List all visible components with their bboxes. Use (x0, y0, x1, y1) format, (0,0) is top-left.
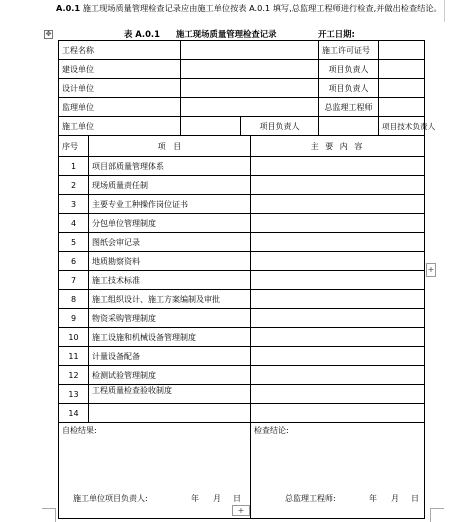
item-no: 10 (59, 328, 89, 347)
item-content[interactable] (251, 214, 425, 233)
value-contractor[interactable] (181, 117, 241, 136)
table-row (59, 157, 425, 176)
row-designer (59, 79, 425, 98)
label-builder: 建设单位 (59, 60, 181, 79)
table-row (59, 214, 425, 233)
item-label (89, 404, 251, 423)
label-supervisor: 监理单位 (59, 98, 181, 117)
column-header-row (59, 136, 425, 157)
value-builder[interactable] (181, 60, 319, 79)
item-content[interactable] (251, 252, 425, 271)
item-no: 8 (59, 290, 89, 309)
header-no: 序号 (59, 136, 89, 157)
check-conclusion-label: 检查结论: (254, 426, 289, 435)
item-no: 2 (59, 176, 89, 195)
page-corner-mark-left (42, 508, 56, 522)
item-content[interactable] (251, 347, 425, 366)
item-content[interactable] (251, 309, 425, 328)
intro-text: 施工现场质量管理检查记录应由施工单位按表 A.0.1 填写,总监理工程师进行检查,并做出检查结论。 (80, 3, 442, 13)
item-no: 12 (59, 366, 89, 385)
item-no: 4 (59, 214, 89, 233)
item-content[interactable] (251, 290, 425, 309)
value-builder-leader[interactable] (379, 60, 425, 79)
add-column-plus-icon[interactable]: + (426, 263, 436, 277)
table-title (56, 28, 424, 40)
supervisor-month: 月 (391, 494, 399, 503)
row-supervisor (59, 98, 425, 117)
header-content: 主 要 内 容 (251, 136, 425, 157)
supervisor-day: 日 (411, 494, 419, 503)
table-row (59, 404, 425, 423)
value-project-name[interactable] (181, 41, 319, 60)
table-name: 施工现场质量管理检查记录 (176, 29, 277, 39)
table-row (59, 252, 425, 271)
item-no: 1 (59, 157, 89, 176)
item-no: 9 (59, 309, 89, 328)
item-label: 地质勘察资料 (89, 252, 251, 271)
table-row (59, 233, 425, 252)
contractor-month: 月 (213, 494, 221, 503)
item-label: 项目部质量管理体系 (89, 157, 251, 176)
supervisor-year: 年 (369, 494, 377, 503)
row-builder (59, 60, 425, 79)
contractor-day: 日 (233, 494, 241, 503)
item-content[interactable] (251, 176, 425, 195)
label-builder-leader: 项目负责人 (319, 60, 379, 79)
item-label: 主要专业工种操作岗位证书 (89, 195, 251, 214)
item-content[interactable] (251, 404, 425, 423)
item-content[interactable] (251, 233, 425, 252)
item-content[interactable] (251, 366, 425, 385)
item-label: 物资采购管理制度 (89, 309, 251, 328)
item-no: 13 (59, 385, 89, 404)
intro-paragraph (56, 3, 446, 14)
clause-number: A.0.1 (56, 3, 81, 13)
contractor-year: 年 (191, 494, 199, 503)
item-no: 3 (59, 195, 89, 214)
table-row (59, 195, 425, 214)
item-label: 检测试验管理制度 (89, 366, 251, 385)
item-content[interactable] (251, 195, 425, 214)
label-chief-supervisor: 总监理工程师 (319, 98, 379, 117)
item-content[interactable] (251, 157, 425, 176)
item-label: 现场质量责任制 (89, 176, 251, 195)
label-tech-leader: 项目技术负责人 (379, 117, 425, 136)
table-move-handle-icon[interactable]: ✥ (45, 30, 52, 38)
check-conclusion-cell[interactable] (251, 423, 425, 519)
value-contractor-leader[interactable] (319, 117, 379, 136)
value-permit-no[interactable] (379, 41, 425, 60)
value-chief-supervisor[interactable] (379, 98, 425, 117)
item-label: 计量设备配备 (89, 347, 251, 366)
label-designer-leader: 项目负责人 (319, 79, 379, 98)
table-row (59, 176, 425, 195)
table-number: 表 A.0.1 (124, 29, 160, 39)
table-row (59, 309, 425, 328)
table-row (59, 290, 425, 309)
table-row (59, 347, 425, 366)
label-contractor-leader: 项目负责人 (241, 117, 319, 136)
item-no: 5 (59, 233, 89, 252)
table-row (59, 385, 425, 404)
label-contractor: 施工单位 (59, 117, 181, 136)
label-designer: 设计单位 (59, 79, 181, 98)
item-label: 分包单位管理制度 (89, 214, 251, 233)
supervisor-sign-label: 总监理工程师: (285, 494, 336, 503)
item-label: 施工技术标准 (89, 271, 251, 290)
value-designer[interactable] (181, 79, 319, 98)
item-content[interactable] (251, 385, 425, 404)
row-project-name (59, 41, 425, 60)
start-date-label: 开工日期: (318, 29, 355, 39)
item-no: 7 (59, 271, 89, 290)
header-item: 项 目 (89, 136, 251, 157)
item-no: 14 (59, 404, 89, 423)
item-content[interactable] (251, 328, 425, 347)
row-contractor (59, 117, 425, 136)
value-supervisor[interactable] (181, 98, 319, 117)
page-corner-mark-right (430, 508, 444, 522)
item-label: 工程质量检查验收制度 (89, 385, 251, 404)
inspection-table (58, 40, 436, 519)
item-label: 图纸会审记录 (89, 233, 251, 252)
item-no: 11 (59, 347, 89, 366)
label-permit-no: 施工许可证号 (319, 41, 379, 60)
item-content[interactable] (251, 271, 425, 290)
item-label: 施工组织设计、施工方案编制及审批 (89, 290, 251, 309)
item-no: 6 (59, 252, 89, 271)
table-row (59, 328, 425, 347)
table-row (59, 271, 425, 290)
self-check-label: 自检结果: (62, 426, 97, 435)
self-check-cell[interactable] (59, 423, 251, 519)
value-designer-leader[interactable] (379, 79, 425, 98)
item-label: 施工设施和机械设备管理制度 (89, 328, 251, 347)
add-row-plus-icon[interactable]: + (232, 505, 250, 516)
table-row (59, 366, 425, 385)
contractor-sign-label: 施工单位项目负责人: (73, 494, 148, 503)
label-project-name: 工程名称 (59, 41, 181, 60)
